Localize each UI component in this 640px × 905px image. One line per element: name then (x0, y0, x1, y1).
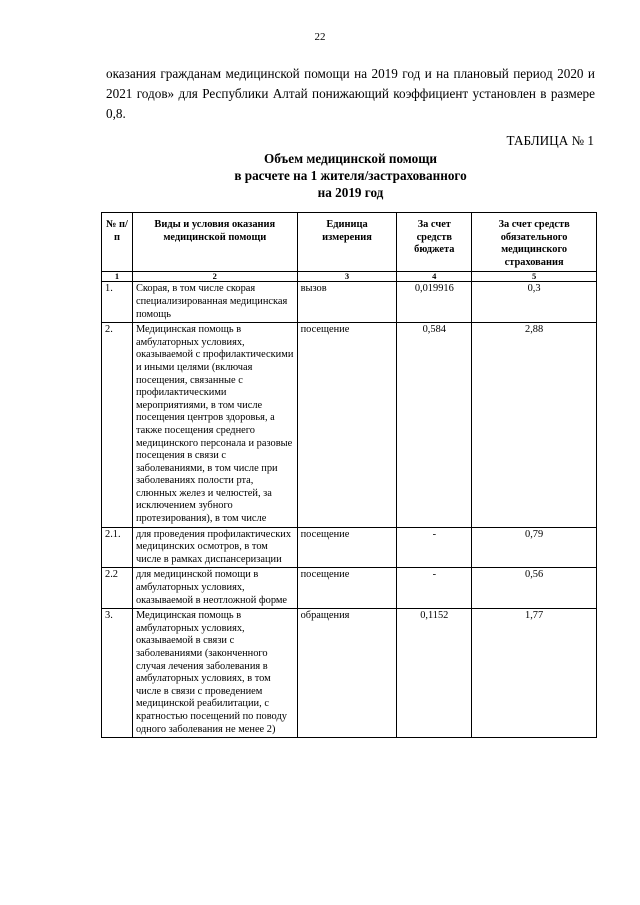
row-insurance-value: 0,56 (472, 568, 597, 609)
column-number: 4 (397, 272, 472, 282)
row-unit: посещение (297, 323, 397, 528)
row-number: 1. (102, 282, 133, 323)
row-description: Медицинская помощь в амбулаторных условиях, оказываемой в связи с заболеваниями (законченного случая лечения заболевания в амбулаторных условиях, в том числе в связи с проведением медицинской реабилитации, с кратностью посещений по поводу одного заболевания не менее 2) (132, 609, 297, 738)
volume-table (101, 212, 597, 738)
row-unit: посещение (297, 527, 397, 568)
row-budget-value: 0,019916 (397, 282, 472, 323)
header-cell: За счет средств бюджета (397, 213, 472, 272)
header-cell: Виды и условия оказания медицинской помощи (132, 213, 297, 272)
table-row (102, 609, 597, 738)
row-description: для проведения профилактических медицинских осмотров, в том числе в рамках диспансеризации (132, 527, 297, 568)
row-unit: посещение (297, 568, 397, 609)
row-budget-value: 0,1152 (397, 609, 472, 738)
row-budget-value: 0,584 (397, 323, 472, 528)
row-number: 3. (102, 609, 133, 738)
row-description: Медицинская помощь в амбулаторных условиях, оказываемой с профилактическими и иными целями (включая посещения, связанные с профилактическими мероприятиями, в том числе посещения центров здоровья, а также посещения среднего медицинского персонала и разовые посещения в связи с заболеваниями, в том числе при заболеваниях полости рта, слюнных желез и челюстей, за исключением зубного протезирования), в том числе (132, 323, 297, 528)
row-insurance-value: 0,3 (472, 282, 597, 323)
row-insurance-value: 0,79 (472, 527, 597, 568)
intro-paragraph: оказания гражданам медицинской помощи на 2019 год и на плановый период 2020 и 2021 годов» для Республики Алтай понижающий коэффициент установлен в размере 0,8. (106, 66, 595, 121)
row-unit: вызов (297, 282, 397, 323)
row-insurance-value: 2,88 (472, 323, 597, 528)
row-number: 2.2 (102, 568, 133, 609)
table-row (102, 568, 597, 609)
header-cell: № п/п (102, 213, 133, 272)
row-description: для медицинской помощи в амбулаторных условиях, оказываемой в неотложной форме (132, 568, 297, 609)
table-header-row (102, 213, 597, 272)
title-line: на 2019 год (317, 185, 384, 200)
table-row (102, 282, 597, 323)
table-label: ТАБЛИЦА № 1 (506, 133, 594, 148)
column-number: 3 (297, 272, 397, 282)
row-number: 2.1. (102, 527, 133, 568)
row-number: 2. (102, 323, 133, 528)
title-line: в расчете на 1 жителя/застрахованного (234, 168, 467, 183)
column-number: 2 (132, 272, 297, 282)
page-number: 22 (314, 31, 326, 43)
row-budget-value: - (397, 568, 472, 609)
table-row (102, 323, 597, 528)
table-row (102, 527, 597, 568)
header-cell: За счет средств обязательного медицинского страхования (472, 213, 597, 272)
row-description: Скорая, в том числе скорая специализированная медицинская помощь (132, 282, 297, 323)
header-cell: Единица измерения (297, 213, 397, 272)
table-title (106, 150, 595, 201)
title-line: Объем медицинской помощи (264, 151, 437, 166)
row-budget-value: - (397, 527, 472, 568)
column-number: 5 (472, 272, 597, 282)
row-unit: обращения (297, 609, 397, 738)
column-number: 1 (102, 272, 133, 282)
row-insurance-value: 1,77 (472, 609, 597, 738)
column-number-row (102, 272, 597, 282)
